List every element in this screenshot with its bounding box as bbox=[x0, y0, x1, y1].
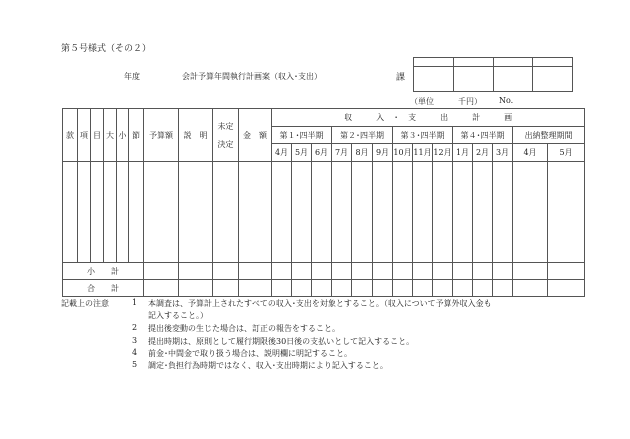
subtotal-cell[interactable] bbox=[473, 263, 493, 280]
entry-cell[interactable] bbox=[292, 162, 312, 263]
month-header: 6月 bbox=[312, 144, 332, 162]
entry-cell[interactable] bbox=[413, 162, 433, 263]
entry-cell[interactable] bbox=[513, 162, 548, 263]
plan-char: ・ bbox=[392, 113, 401, 122]
stamp-cell[interactable] bbox=[493, 67, 533, 92]
plan-char: 入 bbox=[376, 113, 385, 122]
note-1-num: 1 bbox=[132, 298, 138, 307]
col-amount bbox=[239, 109, 272, 162]
entry-cell[interactable] bbox=[78, 162, 91, 263]
total-char-1: 合 bbox=[87, 283, 95, 293]
quarter-3-header: 第３･四半期 bbox=[393, 127, 453, 144]
col-moku: 目 bbox=[91, 109, 104, 162]
entry-cell[interactable] bbox=[433, 162, 453, 263]
total-cell[interactable] bbox=[393, 280, 413, 297]
total-label bbox=[63, 280, 144, 297]
total-cell[interactable] bbox=[239, 280, 272, 297]
subtotal-cell[interactable] bbox=[352, 263, 373, 280]
entry-cell[interactable] bbox=[104, 162, 117, 263]
stamp-cell[interactable] bbox=[414, 67, 454, 92]
subtotal-char-2: 計 bbox=[111, 266, 119, 276]
subtotal-cell[interactable] bbox=[144, 263, 179, 280]
entry-cell[interactable] bbox=[332, 162, 352, 263]
subtotal-cell[interactable] bbox=[433, 263, 453, 280]
entry-cell[interactable] bbox=[63, 162, 78, 263]
plan-char: 収 bbox=[344, 113, 353, 122]
approval-stamp-box bbox=[413, 57, 573, 92]
entry-cell[interactable] bbox=[91, 162, 104, 263]
col-setsu: 節 bbox=[129, 109, 144, 162]
month-header: 12月 bbox=[433, 144, 453, 162]
col-shou: 小 bbox=[117, 109, 129, 162]
form-number: 第５号様式（その２） bbox=[61, 44, 152, 54]
month-header: 8月 bbox=[352, 144, 373, 162]
total-cell[interactable] bbox=[213, 280, 239, 297]
entry-cell[interactable] bbox=[453, 162, 473, 263]
unit-label: （単位 千円） bbox=[410, 97, 482, 106]
col-description bbox=[179, 109, 213, 162]
col-kou: 項 bbox=[78, 109, 91, 162]
note-4-text: 前金･中間金で取り扱う場合は、説明欄に明記すること。 bbox=[148, 349, 352, 358]
subtotal-cell[interactable] bbox=[413, 263, 433, 280]
total-cell[interactable] bbox=[179, 280, 213, 297]
entry-cell[interactable] bbox=[179, 162, 213, 263]
entry-cell[interactable] bbox=[473, 162, 493, 263]
col-amount-2: 額 bbox=[259, 130, 267, 140]
month-header: 2月 bbox=[473, 144, 493, 162]
entry-cell[interactable] bbox=[493, 162, 513, 263]
total-cell[interactable] bbox=[513, 280, 548, 297]
subtotal-cell[interactable] bbox=[373, 263, 393, 280]
col-amount-1: 金 bbox=[243, 130, 251, 140]
subtotal-cell[interactable] bbox=[548, 263, 585, 280]
total-cell[interactable] bbox=[473, 280, 493, 297]
total-cell[interactable] bbox=[312, 280, 332, 297]
subtotal-cell[interactable] bbox=[393, 263, 413, 280]
quarter-2-header: 第２･四半期 bbox=[332, 127, 393, 144]
col-decided: 決定 bbox=[217, 139, 234, 149]
year-label: 年度 bbox=[124, 72, 140, 81]
subtotal-cell[interactable] bbox=[332, 263, 352, 280]
total-cell[interactable] bbox=[332, 280, 352, 297]
entry-cell[interactable] bbox=[239, 162, 272, 263]
entry-cell[interactable] bbox=[548, 162, 585, 263]
total-cell[interactable] bbox=[453, 280, 473, 297]
settlement-period-header: 出納整理期間 bbox=[513, 127, 585, 144]
plan-char: 出 bbox=[440, 113, 449, 122]
subtotal-cell[interactable] bbox=[239, 263, 272, 280]
total-cell[interactable] bbox=[292, 280, 312, 297]
subtotal-cell[interactable] bbox=[272, 263, 292, 280]
execution-plan-table bbox=[62, 108, 585, 297]
total-cell[interactable] bbox=[352, 280, 373, 297]
total-cell[interactable] bbox=[373, 280, 393, 297]
plan-char: 支 bbox=[408, 113, 417, 122]
plan-group-header bbox=[272, 109, 585, 127]
entry-cell[interactable] bbox=[117, 162, 129, 263]
subtotal-cell[interactable] bbox=[292, 263, 312, 280]
subtotal-cell[interactable] bbox=[213, 263, 239, 280]
col-description-2: 明 bbox=[199, 130, 208, 140]
month-header: 3月 bbox=[493, 144, 513, 162]
col-dai: 大 bbox=[104, 109, 117, 162]
stamp-header-cell bbox=[493, 58, 533, 67]
quarter-1-header: 第１･四半期 bbox=[272, 127, 332, 144]
total-cell[interactable] bbox=[493, 280, 513, 297]
subtotal-cell[interactable] bbox=[312, 263, 332, 280]
note-1-text: 本調査は、予算計上されたすべての収入･支出を対象とすること。（収入について予算外収入金も bbox=[148, 299, 492, 308]
subtotal-label bbox=[63, 263, 144, 280]
note-2-num: 2 bbox=[132, 323, 138, 332]
entry-cell[interactable] bbox=[272, 162, 292, 263]
stamp-header-cell bbox=[414, 58, 454, 67]
month-header: 7月 bbox=[332, 144, 352, 162]
col-kan: 款 bbox=[63, 109, 78, 162]
col-description-1: 説 bbox=[183, 130, 192, 140]
entry-cell[interactable] bbox=[373, 162, 393, 263]
month-header: 11月 bbox=[413, 144, 433, 162]
note-4-num: 4 bbox=[132, 348, 138, 357]
note-1-cont: 記入すること。） bbox=[148, 311, 208, 320]
dept-label: 課 bbox=[396, 73, 406, 83]
note-3-text: 提出時期は、原則として履行期限後30日後の支払いとして記入すること。 bbox=[148, 337, 415, 346]
note-5-num: 5 bbox=[132, 360, 138, 369]
quarter-4-header: 第４･四半期 bbox=[453, 127, 513, 144]
subtotal-cell[interactable] bbox=[179, 263, 213, 280]
entry-cell[interactable] bbox=[352, 162, 373, 263]
subtotal-cell[interactable] bbox=[513, 263, 548, 280]
month-header: 5月 bbox=[292, 144, 312, 162]
stamp-cell[interactable] bbox=[453, 67, 493, 92]
settlement-month-header: 5月 bbox=[548, 144, 585, 162]
stamp-header-cell bbox=[453, 58, 493, 67]
subtotal-cell[interactable] bbox=[493, 263, 513, 280]
entry-cell[interactable] bbox=[129, 162, 144, 263]
total-char-2: 計 bbox=[111, 283, 119, 293]
settlement-month-header: 4月 bbox=[513, 144, 548, 162]
note-3-num: 3 bbox=[132, 336, 138, 345]
month-header: 1月 bbox=[453, 144, 473, 162]
total-cell[interactable] bbox=[433, 280, 453, 297]
col-budget-amount: 予算額 bbox=[144, 109, 179, 162]
col-undecided: 未定 bbox=[217, 121, 234, 131]
entry-cell[interactable] bbox=[144, 162, 179, 263]
entry-cell[interactable] bbox=[312, 162, 332, 263]
subtotal-char-1: 小 bbox=[87, 266, 95, 276]
total-cell[interactable] bbox=[144, 280, 179, 297]
plan-char: 計 bbox=[472, 113, 481, 122]
note-2-text: 提出後変動の生じた場合は、訂正の報告をすること。 bbox=[148, 324, 340, 333]
no-label: No. bbox=[499, 96, 514, 105]
month-header: 9月 bbox=[373, 144, 393, 162]
month-header: 10月 bbox=[393, 144, 413, 162]
entry-cell[interactable] bbox=[393, 162, 413, 263]
note-5-text: 調定･負担行為時期ではなく、収入･支出時期により記入すること。 bbox=[148, 361, 388, 370]
plan-char: 画 bbox=[504, 113, 513, 122]
total-cell[interactable] bbox=[413, 280, 433, 297]
stamp-header-cell bbox=[533, 58, 573, 67]
entry-cell[interactable] bbox=[213, 162, 239, 263]
form-title: 会計予算年間執行計画案（収入･支出） bbox=[182, 72, 322, 81]
col-undecided-decided bbox=[213, 109, 239, 162]
total-cell[interactable] bbox=[272, 280, 292, 297]
total-cell[interactable] bbox=[548, 280, 585, 297]
month-header: 4月 bbox=[272, 144, 292, 162]
subtotal-cell[interactable] bbox=[453, 263, 473, 280]
stamp-cell[interactable] bbox=[533, 67, 573, 92]
notes-heading: 記載上の注意 bbox=[61, 299, 109, 308]
